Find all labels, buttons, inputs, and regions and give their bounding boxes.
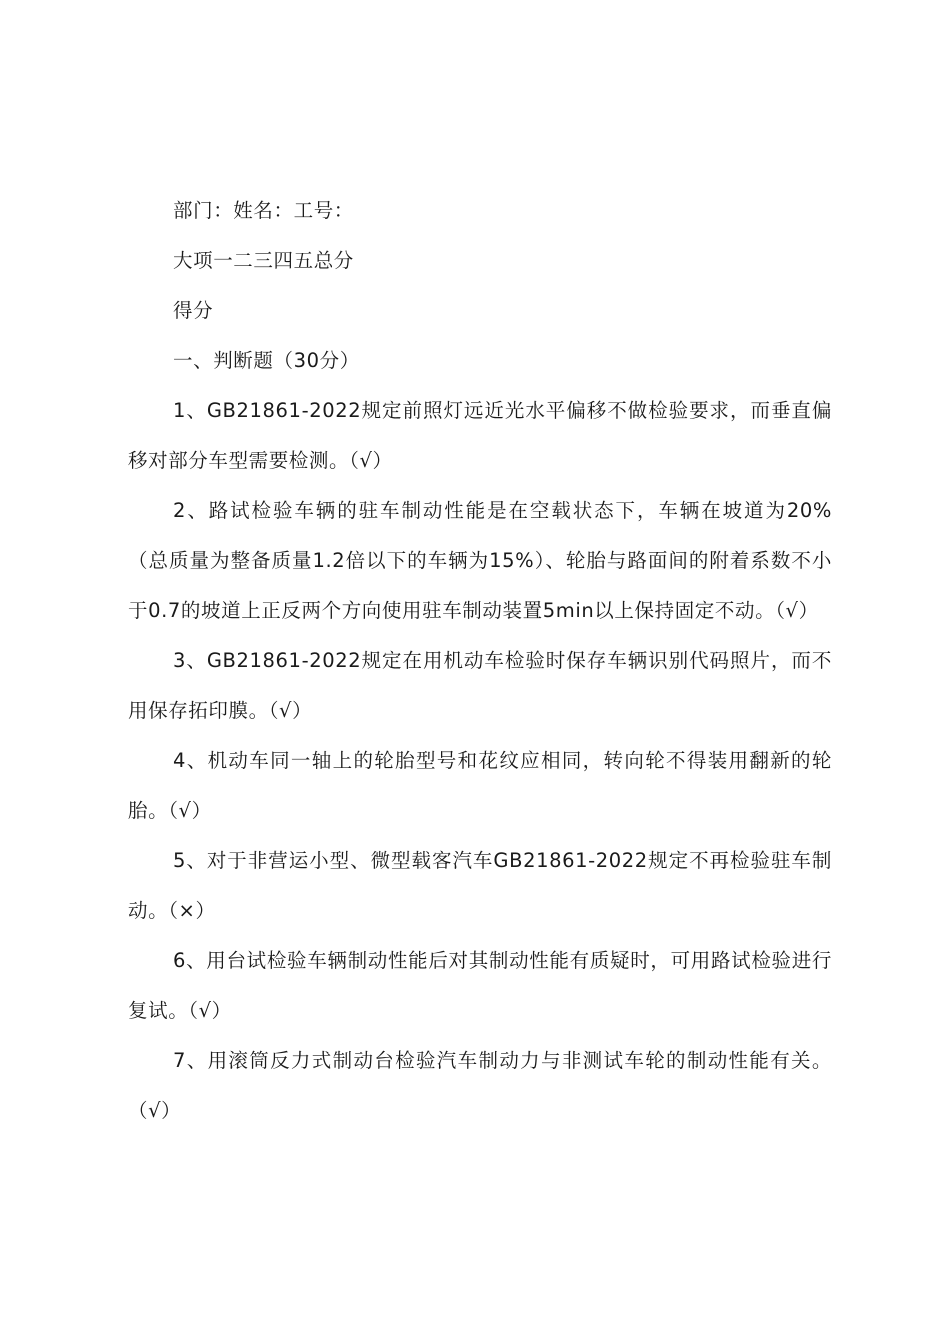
- question-5: 5、对于非营运小型、微型载客汽车GB21861-2022规定不再检验驻车制动。（×）: [128, 849, 832, 922]
- question-3: 3、GB21861-2022规定在用机动车检验时保存车辆识别代码照片，而不用保存拓印膜。（√）: [128, 649, 832, 722]
- question-6: 6、用台试检验车辆制动性能后对其制动性能有质疑时，可用路试检验进行复试。（√）: [128, 949, 832, 1022]
- section-title: 一、判断题（30分）: [173, 349, 360, 372]
- document-content: [128, 186, 832, 1136]
- question-2: 2、路试检验车辆的驻车制动性能是在空载状态下，车辆在坡道为20%（总质量为整备质量1.2倍以下的车辆为15%）、轮胎与路面间的附着系数不小于0.7的坡道上正反两个方向使用驻车制动装置5min以上保持固定不动。（√）: [128, 499, 832, 622]
- question-1: 1、GB21861-2022规定前照灯远近光水平偏移不做检验要求，而垂直偏移对部分车型需要检测。（√）: [128, 399, 832, 472]
- score-row-label: 得分: [173, 299, 214, 322]
- info-line: 部门：姓名：工号：: [173, 199, 354, 222]
- question-7: 7、用滚筒反力式制动台检验汽车制动力与非测试车轮的制动性能有关。（√）: [128, 1049, 832, 1122]
- score-table-header: 大项一二三四五总分: [173, 249, 354, 272]
- question-4: 4、机动车同一轴上的轮胎型号和花纹应相同，转向轮不得装用翻新的轮胎。（√）: [128, 749, 832, 822]
